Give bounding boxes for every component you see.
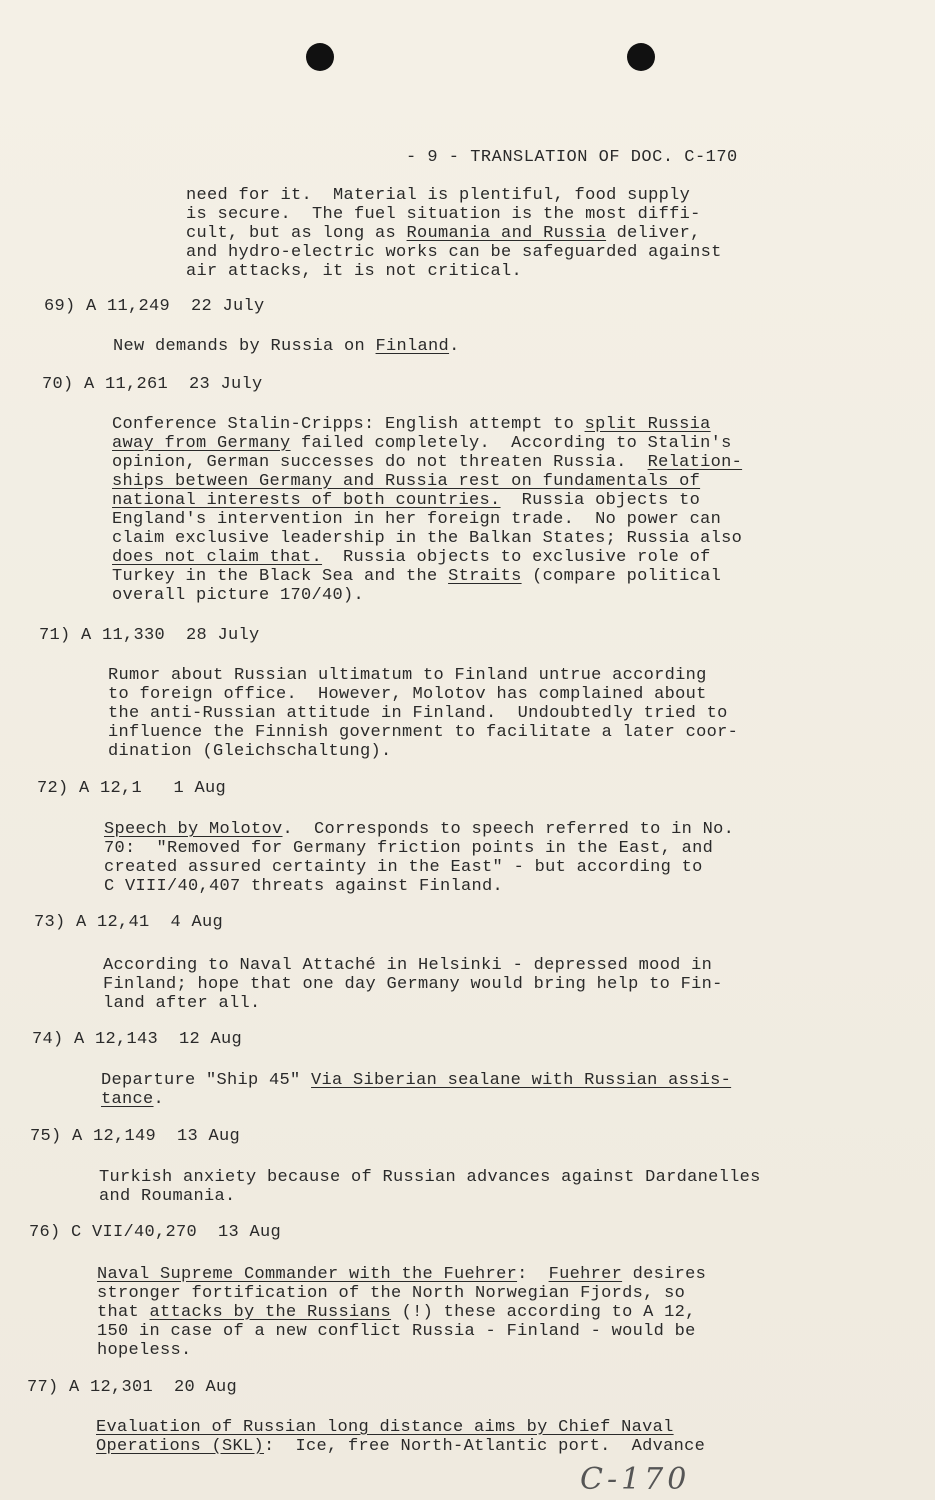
text-line: overall picture 170/40).	[112, 586, 365, 605]
text-line: :	[517, 1265, 549, 1284]
page-header: - 9 - TRANSLATION OF DOC. C-170	[406, 148, 738, 167]
text-line: hopeless.	[97, 1341, 192, 1360]
text-line: dination (Gleichschaltung).	[108, 742, 392, 761]
text-line: need for it. Material is plentiful, food supply	[186, 186, 691, 205]
text-line: England's intervention in her foreign trade. No power can	[112, 510, 722, 529]
text-line: C VIII/40,407 threats against Finland.	[104, 877, 504, 896]
text-line: and hydro-electric works can be safeguarded against	[186, 243, 722, 262]
handwritten-document-mark: C-170	[580, 1462, 691, 1497]
punch-hole-left	[306, 43, 334, 71]
text-line: : Ice, free North-Atlantic port. Advance	[264, 1437, 706, 1456]
entry-71-text	[108, 666, 738, 761]
entry-72-text	[104, 820, 734, 896]
text-line: .	[153, 1090, 165, 1109]
intro-paragraph	[186, 186, 722, 281]
text-line: Russia objects to exclusive role of	[322, 548, 711, 567]
entry-69-text	[113, 337, 460, 356]
text-line: According to Naval Attaché in Helsinki - depressed mood in	[103, 956, 713, 975]
text-line: (compare political	[521, 567, 722, 586]
text-line: Finland; hope that one day Germany would bring help to Fin-	[103, 975, 723, 994]
entry-74-heading: 74) A 12,143 12 Aug	[32, 1030, 243, 1049]
text-line: to foreign office. However, Molotov has complained about	[108, 685, 707, 704]
text-line: New demands by Russia on	[113, 337, 376, 356]
underlined-text: Fuehrer	[548, 1265, 623, 1284]
underlined-text: national interests of both countries.	[112, 491, 501, 510]
text-line: 150 in case of a new conflict Russia - Finland - would be	[97, 1322, 696, 1341]
text-line: .	[449, 337, 460, 356]
underlined-text: Via Siberian sealane with Russian assis-	[311, 1071, 732, 1090]
text-line: (!) these according to A 12,	[391, 1303, 696, 1322]
entry-70-heading: 70) A 11,261 23 July	[42, 375, 263, 394]
text-line: land after all.	[103, 994, 261, 1013]
text-line: failed completely. According to Stalin's	[290, 434, 732, 453]
text-line: influence the Finnish government to facilitate a later coor-	[108, 723, 739, 742]
text-line: air attacks, it is not critical.	[186, 262, 523, 281]
text-line: Turkish anxiety because of Russian advances against Dardanelles	[99, 1168, 761, 1187]
entry-69-heading: 69) A 11,249 22 July	[44, 297, 265, 316]
text-line: cult, but as long as	[186, 224, 407, 243]
entry-74-text	[101, 1071, 731, 1109]
text-line: and Roumania.	[99, 1187, 236, 1206]
entry-76-heading: 76) C VII/40,270 13 Aug	[29, 1223, 282, 1242]
underlined-text: away from Germany	[112, 434, 291, 453]
text-line: Russia objects to	[500, 491, 701, 510]
entry-73-heading: 73) A 12,41 4 Aug	[34, 913, 224, 932]
entry-73-text	[103, 956, 723, 1013]
entry-75-heading: 75) A 12,149 13 Aug	[30, 1127, 241, 1146]
text-line: 70: "Removed for Germany friction points in the East, and	[104, 839, 714, 858]
text-line: opinion, German successes do not threaten Russia.	[112, 453, 648, 472]
text-line: claim exclusive leadership in the Balkan States; Russia also	[112, 529, 743, 548]
underlined-text: Relation-	[647, 453, 743, 472]
text-line: desires	[622, 1265, 707, 1284]
underlined-text: Operations (SKL)	[96, 1437, 265, 1456]
underlined-text: attacks by the Russians	[149, 1303, 392, 1322]
underlined-text: tance	[101, 1090, 154, 1109]
underlined-text: does not claim that.	[112, 548, 323, 567]
entry-77-text	[96, 1418, 705, 1456]
text-line: is secure. The fuel situation is the most diffi-	[186, 205, 701, 224]
entry-70-text	[112, 415, 742, 605]
text-line: stronger fortification of the North Norwegian Fjords, so	[97, 1284, 686, 1303]
punch-hole-right	[627, 43, 655, 71]
entry-72-heading: 72) A 12,1 1 Aug	[37, 779, 227, 798]
underlined-text: Naval Supreme Commander with the Fuehrer	[97, 1265, 518, 1284]
underlined-text: Straits	[448, 567, 522, 586]
text-line: deliver,	[606, 224, 701, 243]
entry-77-heading: 77) A 12,301 20 Aug	[27, 1378, 238, 1397]
underlined-text: Roumania and Russia	[406, 224, 607, 243]
text-line: Conference Stalin-Cripps: English attempt to	[112, 415, 585, 434]
text-line: Turkey in the Black Sea and the	[112, 567, 449, 586]
underlined-text: ships between Germany and Russia rest on fundamentals of	[112, 472, 701, 491]
text-line: the anti-Russian attitude in Finland. Undoubtedly tried to	[108, 704, 728, 723]
text-line: Departure "Ship 45"	[101, 1071, 312, 1090]
entry-76-text	[97, 1265, 706, 1360]
text-line: . Corresponds to speech referred to in No.	[282, 820, 735, 839]
text-line: that	[97, 1303, 150, 1322]
entry-71-heading: 71) A 11,330 28 July	[39, 626, 260, 645]
entry-75-text	[99, 1168, 761, 1206]
underlined-text: split Russia	[584, 415, 711, 434]
underlined-text: Speech by Molotov	[104, 820, 283, 839]
underlined-text: Finland	[375, 337, 450, 356]
text-line: created assured certainty in the East" - but according to	[104, 858, 703, 877]
text-line: Rumor about Russian ultimatum to Finland untrue according	[108, 666, 707, 685]
underlined-text: Evaluation of Russian long distance aims by Chief Naval	[96, 1418, 674, 1437]
